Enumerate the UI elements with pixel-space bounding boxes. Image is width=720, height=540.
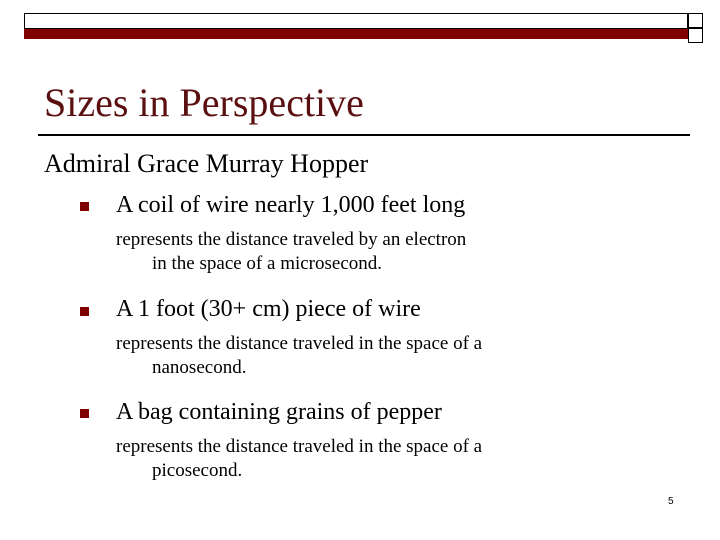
header-accent-stripe — [24, 29, 690, 39]
description-line: represents the distance traveled in the space of a — [116, 333, 483, 354]
corner-square-decoration — [688, 28, 703, 43]
bullet-heading: A coil of wire nearly 1,000 feet long — [116, 192, 466, 218]
slide-title: Sizes in Perspective — [44, 80, 364, 125]
square-bullet-icon — [80, 202, 89, 211]
title-divider — [38, 134, 690, 136]
bullet-heading: A bag containing grains of pepper — [116, 399, 442, 425]
square-bullet-icon — [80, 409, 89, 418]
bullet-heading: A 1 foot (30+ cm) piece of wire — [116, 296, 421, 322]
bullet-description — [116, 332, 676, 380]
description-line: picosecond. — [152, 460, 243, 481]
page-number: 5 — [668, 496, 674, 507]
slide-subtitle: Admiral Grace Murray Hopper — [44, 149, 369, 178]
description-line: represents the distance traveled by an electron — [116, 229, 467, 250]
description-line: nanosecond. — [152, 357, 247, 378]
header-bar — [24, 13, 688, 29]
bullet-description — [116, 228, 676, 276]
bullet-description — [116, 435, 676, 483]
description-line: in the space of a microsecond. — [152, 253, 383, 274]
square-bullet-icon — [80, 307, 89, 316]
description-line: represents the distance traveled in the space of a — [116, 436, 483, 457]
corner-square-decoration — [688, 13, 703, 28]
